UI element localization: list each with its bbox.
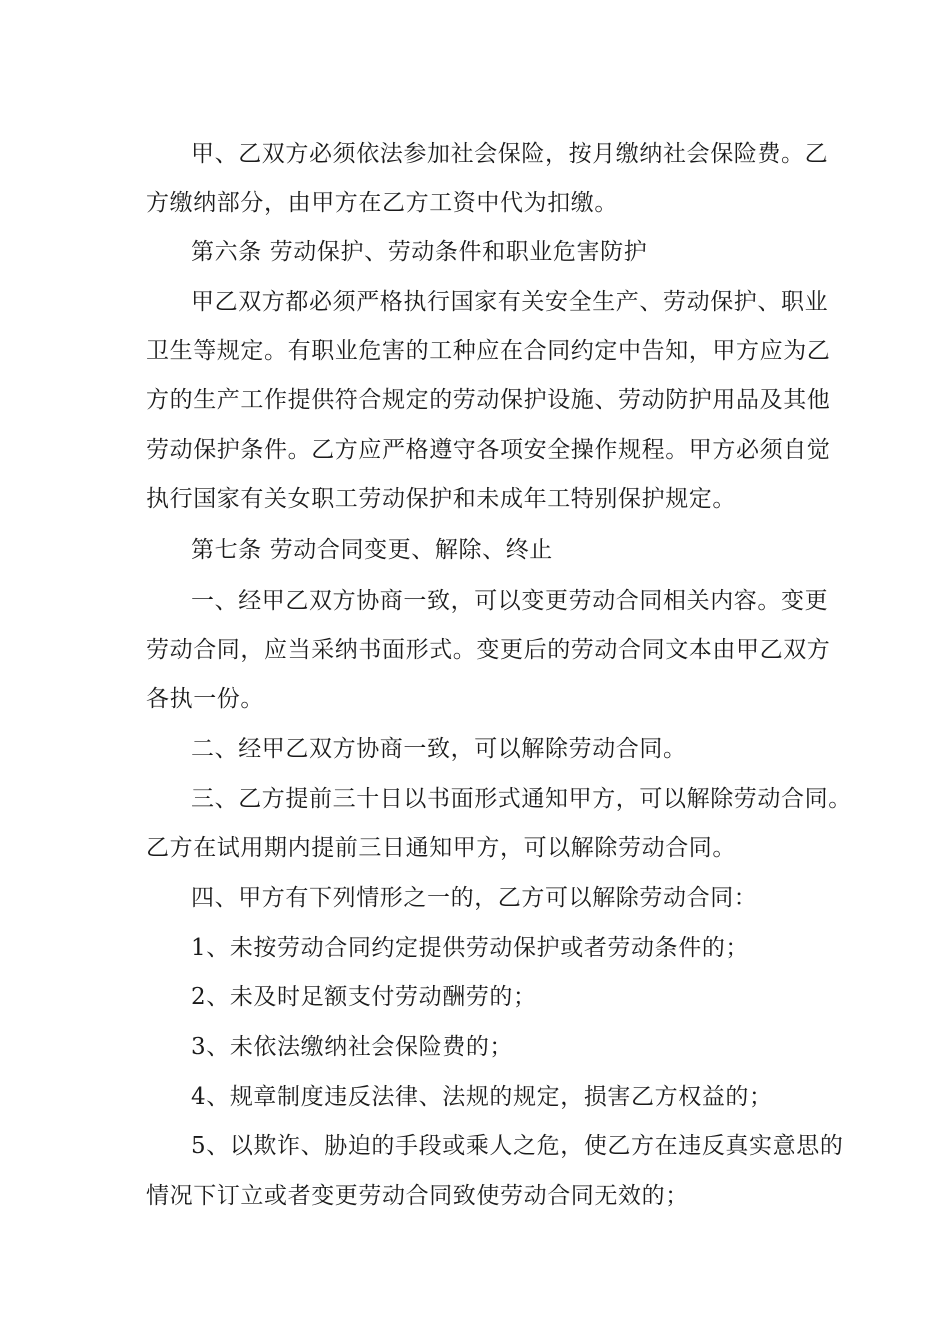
text-line: 方缴纳部分，由甲方在乙方工资中代为扣缴。 xyxy=(146,190,618,216)
text-line: 三、乙方提前三十日以书面形式通知甲方，可以解除劳动合同。 xyxy=(191,786,852,812)
section-heading: 第六条 劳动保护、劳动条件和职业危害防护 xyxy=(191,239,648,265)
list-item: 4、规章制度违反法律、法规的规定，损害乙方权益的； xyxy=(191,1084,773,1110)
text-line: 劳动合同，应当采纳书面形式。变更后的劳动合同文本由甲乙双方 xyxy=(146,637,831,663)
section-heading: 第七条 劳动合同变更、解除、终止 xyxy=(191,537,553,563)
list-item: 2、未及时足额支付劳动酬劳的； xyxy=(191,984,537,1010)
text-line: 情况下订立或者变更劳动合同致使劳动合同无效的； xyxy=(146,1183,689,1209)
text-line: 执行国家有关女职工劳动保护和未成年工特别保护规定。 xyxy=(146,486,736,512)
text-line: 甲、乙双方必须依法参加社会保险，按月缴纳社会保险费。乙 xyxy=(191,141,829,167)
text-line: 各执一份。 xyxy=(146,686,264,712)
list-item: 1、未按劳动合同约定提供劳动保护或者劳动条件的； xyxy=(191,935,750,961)
text-line: 一、经甲乙双方协商一致，可以变更劳动合同相关内容。变更 xyxy=(191,588,829,614)
text-line: 四、甲方有下列情形之一的，乙方可以解除劳动合同： xyxy=(191,885,758,911)
text-line: 甲乙双方都必须严格执行国家有关安全生产、劳动保护、职业 xyxy=(191,289,829,315)
list-item: 3、未依法缴纳社会保险费的； xyxy=(191,1034,514,1060)
text-line: 卫生等规定。有职业危害的工种应在合同约定中告知，甲方应为乙 xyxy=(146,338,831,364)
text-line: 方的生产工作提供符合规定的劳动保护设施、劳动防护用品及其他 xyxy=(146,387,831,413)
text-line: 二、经甲乙双方协商一致，可以解除劳动合同。 xyxy=(191,736,687,762)
text-line: 乙方在试用期内提前三日通知甲方，可以解除劳动合同。 xyxy=(146,835,736,861)
text-line: 劳动保护条件。乙方应严格遵守各项安全操作规程。甲方必须自觉 xyxy=(146,437,831,463)
list-item: 5、以欺诈、胁迫的手段或乘人之危，使乙方在违反真实意思的 xyxy=(191,1133,844,1159)
